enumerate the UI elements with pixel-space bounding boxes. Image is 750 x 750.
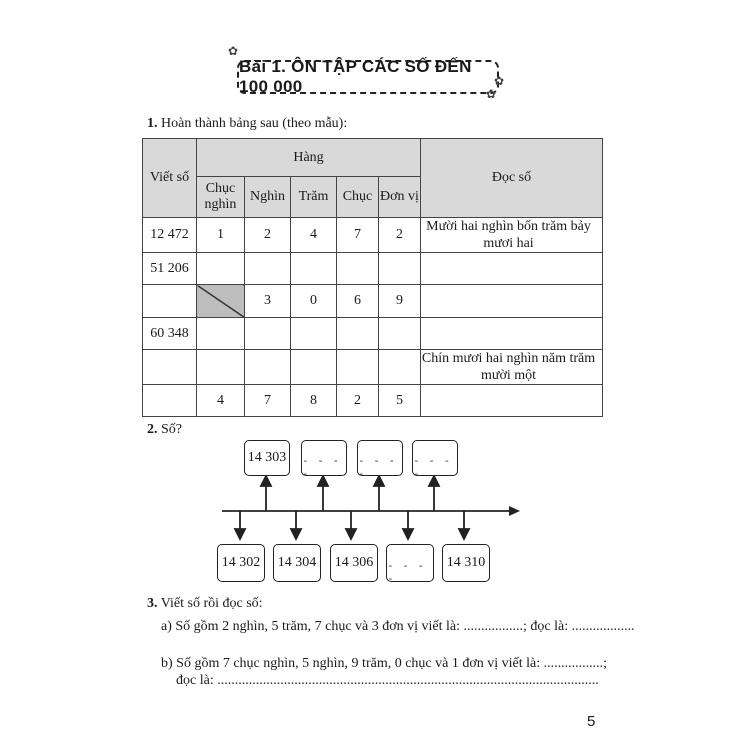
cell-viet-so: 12 472 — [143, 218, 197, 253]
exercise-instruction: Số? — [161, 422, 182, 437]
cell-nghin: 3 — [245, 285, 291, 318]
cell-viet-so: 51 206 — [143, 253, 197, 285]
header-doc-so: Đọc số — [421, 139, 603, 218]
number-value: 14 306 — [334, 555, 374, 570]
number-box-top-blank[interactable] — [357, 440, 403, 480]
cell-don-vi: 5 — [379, 385, 421, 417]
cell-chuc-nghin: 4 — [197, 385, 245, 417]
cell-doc-so: Chín mươi hai nghìn năm trăm mười một — [421, 350, 603, 385]
item-text[interactable]: Số gồm 7 chục nghìn, 5 nghìn, 9 trăm, 0 chục và 1 đơn vị viết là: .................; — [176, 656, 608, 671]
answer-blank: - - - - — [302, 454, 341, 480]
number-value: 14 304 — [277, 555, 317, 570]
exercise-3a — [161, 619, 635, 635]
header-viet-so: Viết số — [143, 139, 197, 218]
number-box-top-blank[interactable] — [301, 440, 347, 480]
cell-tram: 0 — [291, 285, 337, 318]
exercise-3b — [161, 656, 607, 672]
cell-chuc-nghin: 1 — [197, 218, 245, 253]
number-box-bottom — [273, 544, 321, 582]
header-hang: Hàng — [197, 139, 421, 177]
header-don-vi: Đơn vị — [379, 177, 421, 218]
arrow-down-head — [235, 529, 245, 539]
exercise-3b-line2[interactable] — [176, 673, 599, 689]
header-nghin: Nghìn — [245, 177, 291, 218]
bee-icon: ✿ — [228, 44, 239, 58]
number-box-bottom — [217, 544, 265, 582]
number-box-bottom — [330, 544, 378, 582]
exercise-number: 3. — [147, 596, 158, 611]
number-box-bottom — [442, 544, 490, 582]
star-icon: ✿ — [494, 74, 505, 88]
number-line-arrowhead — [509, 506, 520, 516]
cell-tram: 4 — [291, 218, 337, 253]
cell-tram: 8 — [291, 385, 337, 417]
cell-nghin: 7 — [245, 385, 291, 417]
item-label: b) — [161, 656, 173, 671]
answer-blank: - - - - — [358, 454, 397, 480]
cell-don-vi: 9 — [379, 285, 421, 318]
answer-blank: - - - - — [413, 454, 452, 480]
lesson-title: Bài 1. ÔN TẬP CÁC SỐ ĐẾN 100 000 — [239, 57, 472, 96]
number-value: 14 302 — [221, 555, 261, 570]
number-box-bottom-blank[interactable] — [386, 544, 434, 585]
header-chuc: Chục — [337, 177, 379, 218]
exercise-instruction: Viết số rồi đọc số: — [160, 596, 263, 611]
star-icon: ✿ — [486, 87, 497, 101]
cell-chuc: 6 — [337, 285, 379, 318]
cell-viet-so: 60 348 — [143, 318, 197, 350]
item-label: a) — [161, 619, 172, 634]
arrow-down-head — [403, 529, 413, 539]
arrow-down-head — [459, 529, 469, 539]
answer-blank: - - - - — [387, 559, 426, 585]
number-box-top — [244, 440, 290, 476]
exercise-3-prompt — [147, 596, 263, 612]
exercise-number: 1. — [147, 116, 158, 131]
header-chuc-nghin: Chục nghìn — [197, 177, 245, 218]
header-tram: Trăm — [291, 177, 337, 218]
exercise-instruction: Hoàn thành bảng sau (theo mẫu): — [161, 116, 348, 131]
number-value: 14 310 — [446, 555, 486, 570]
item-text[interactable]: đọc là: ............................................................................................................. — [176, 673, 599, 688]
cell-chuc: 7 — [337, 218, 379, 253]
number-box-top-blank[interactable] — [412, 440, 458, 480]
arrow-down-head — [291, 529, 301, 539]
item-text[interactable]: Số gồm 2 nghìn, 5 trăm, 7 chục và 3 đơn vị viết là: .................; đọc là: .................. — [175, 619, 635, 634]
arrow-down-head — [346, 529, 356, 539]
exercise-number: 2. — [147, 422, 158, 437]
cell-nghin: 2 — [245, 218, 291, 253]
arrow-up-head — [261, 476, 271, 486]
cell-don-vi: 2 — [379, 218, 421, 253]
page-number: 5 — [587, 713, 596, 730]
cell-chuc: 2 — [337, 385, 379, 417]
cell-doc-so: Mười hai nghìn bốn trăm bảy mươi hai — [421, 218, 603, 253]
number-value: 14 303 — [247, 450, 287, 465]
